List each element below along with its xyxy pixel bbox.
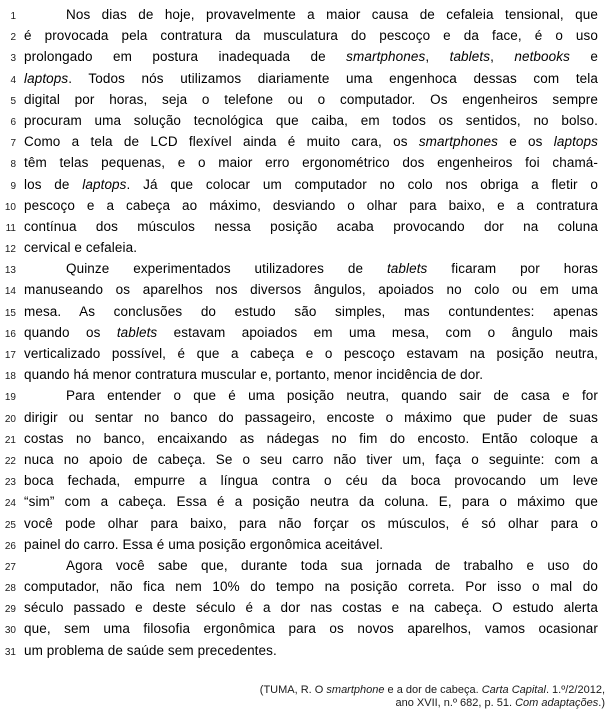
citation-line-2 (0, 697, 605, 710)
text-line-16 (0, 322, 613, 343)
text-line-20 (0, 407, 613, 428)
line-number: 16 (4, 328, 16, 340)
line-text (24, 640, 598, 661)
text-segment: , (425, 49, 450, 65)
line-text (24, 513, 598, 534)
text-segment: digital por horas, seja o telefone ou o computador. Os engenheiros sempre (24, 91, 598, 107)
text-line-1 (0, 4, 613, 25)
line-text (24, 322, 598, 343)
text-line-30 (0, 618, 613, 639)
text-segment: . Todos nós utilizamos diariamente uma engenhoca dessas com tela (68, 70, 598, 86)
text-segment: prolongado em postura inadequada de (24, 49, 347, 65)
line-text (24, 618, 598, 639)
text-line-19 (0, 385, 613, 406)
text-segment: um problema de saúde sem precedentes. (24, 642, 277, 658)
line-number: 8 (10, 159, 16, 171)
line-number: 26 (4, 540, 16, 552)
line-text (24, 4, 598, 25)
text-line-28 (0, 576, 613, 597)
text-line-3 (0, 46, 613, 67)
line-text (24, 46, 598, 67)
line-text (24, 279, 598, 300)
line-text (24, 449, 598, 470)
line-number: 22 (4, 455, 16, 467)
text-line-11 (0, 216, 613, 237)
line-text (24, 428, 598, 449)
text-segment: e (569, 49, 598, 65)
line-text (24, 301, 598, 322)
text-segment: Agora você sabe que, durante toda sua jornada de trabalho e uso do (66, 557, 598, 573)
text-segment: costas no banco, encaixando as nádegas no fim do encosto. Então coloque a (24, 430, 598, 446)
text-line-13 (0, 258, 613, 279)
text-segment: .) (598, 696, 605, 709)
text-segment: que, sem uma filosofia ergonômica para os novos aparelhos, vamos ocasionar (24, 621, 598, 637)
text-segment: los de (24, 176, 83, 192)
text-line-10 (0, 195, 613, 216)
text-line-25 (0, 513, 613, 534)
line-text (24, 152, 598, 173)
citation-line-1 (0, 684, 605, 697)
line-text (24, 470, 598, 491)
italic-text-segment: tablets (386, 261, 428, 277)
italic-text-segment: smartphone (326, 683, 385, 696)
text-line-4 (0, 68, 613, 89)
text-line-31 (0, 640, 613, 661)
text-segment: manuseando os aparelhos nos diversos ângulos, apoiados no colo ou em uma (24, 282, 598, 298)
text-segment: Quinze experimentados utilizadores de (66, 261, 387, 277)
line-text (24, 216, 598, 237)
text-segment: cervical e cefaleia. (24, 240, 138, 256)
text-segment: Nos dias de hoje, provavelmente a maior causa de cefaleia tensional, que (66, 7, 598, 22)
text-segment: estavam apoiados em uma mesa, com o ângulo mais (157, 324, 598, 340)
italic-text-segment: netbooks (514, 49, 570, 65)
line-text (24, 364, 598, 385)
line-number: 17 (4, 350, 16, 361)
line-number: 18 (4, 371, 16, 383)
text-segment: ano XVII, n.º 682, p. 51. (395, 696, 516, 709)
line-text (24, 131, 598, 152)
line-text (24, 195, 598, 216)
text-segment: Para entender o que é uma posição neutra, quando sair de casa e for (66, 388, 598, 404)
line-number: 15 (4, 307, 16, 319)
line-number: 3 (10, 53, 16, 65)
text-line-17 (0, 343, 613, 364)
text-segment: procuram uma solução tecnológica que caiba, em todos os sentidos, no bolso. (24, 112, 598, 128)
text-segment: . 1.º/2/2012, (545, 683, 605, 696)
line-text (24, 89, 598, 110)
text-line-7 (0, 131, 613, 152)
text-segment: verticalizado possível, é que a cabeça e o pescoço estavam na posição neutra, (24, 346, 598, 361)
text-passage (0, 4, 613, 661)
italic-text-segment: tablets (449, 49, 491, 65)
line-text (24, 534, 598, 555)
text-segment: computador, não fica nem 10% do tempo na posição correta. Por isso o mal do (24, 579, 598, 595)
line-number: 6 (10, 116, 16, 128)
text-segment: e a dor de cabeça. (384, 683, 482, 696)
line-number: 20 (4, 413, 16, 425)
text-line-12 (0, 237, 613, 258)
line-number: 31 (4, 646, 16, 658)
text-segment: dirigir ou sentar no banco do passageiro, encoste o máximo que puder de suas (24, 409, 598, 425)
text-line-29 (0, 597, 613, 618)
text-segment: pescoço e a cabeça ao máximo, desviando o olhar para baixo, e a contratura (24, 197, 598, 213)
line-number: 1 (10, 11, 16, 22)
line-number: 21 (4, 434, 16, 446)
line-number: 19 (4, 392, 16, 404)
line-text (24, 25, 598, 46)
line-text (24, 237, 598, 258)
text-segment: contínua dos músculos nessa posição acaba provocando dor na coluna (24, 218, 598, 234)
citation (0, 684, 613, 710)
line-text (24, 407, 598, 428)
line-text (24, 555, 598, 576)
line-number: 14 (4, 286, 16, 298)
text-line-5 (0, 89, 613, 110)
line-number: 24 (4, 498, 16, 510)
line-number: 7 (10, 138, 16, 150)
italic-text-segment: Com adaptações (515, 696, 599, 709)
text-segment: Como a tela de LCD flexível ainda é muito cara, os (24, 134, 419, 150)
text-segment: . Já que colocar um computador no colo nos obriga a fletir o (126, 176, 598, 192)
text-line-15 (0, 301, 613, 322)
text-line-23 (0, 470, 613, 491)
line-number: 28 (4, 583, 16, 595)
line-text (24, 597, 598, 618)
text-line-8 (0, 152, 613, 173)
text-line-18 (0, 364, 613, 385)
text-segment: você pode olhar para baixo, para não forçar os músculos, é só olhar para o (24, 515, 598, 531)
text-segment: é provocada pela contratura da musculatura do pescoço e da face, é o uso (24, 28, 598, 44)
italic-text-segment: laptops (553, 134, 598, 150)
line-text (24, 110, 598, 131)
line-number: 12 (4, 244, 16, 256)
text-line-6 (0, 110, 613, 131)
line-text (24, 68, 598, 89)
text-segment: ficaram por horas (427, 261, 599, 277)
text-segment: (TUMA, R. O (259, 683, 327, 696)
line-text (24, 343, 598, 364)
italic-text-segment: smartphones (418, 134, 498, 150)
line-text (24, 491, 598, 512)
text-segment: têm telas pequenas, e o maior erro ergonométrico dos engenheiros foi chamá- (24, 155, 598, 171)
line-text (24, 174, 598, 195)
line-number: 27 (4, 561, 16, 573)
line-number: 5 (10, 95, 16, 107)
line-number: 29 (4, 604, 16, 616)
line-text (24, 258, 598, 279)
line-number: 23 (4, 477, 16, 489)
line-number: 9 (10, 180, 16, 192)
text-segment: nuca no apoio de cabeça. Se o seu carro não tiver um, faça o seguinte: com a (24, 451, 598, 467)
text-line-22 (0, 449, 613, 470)
text-segment: século passado e deste século é a dor nas costas e na cabeça. O estudo alerta (24, 600, 598, 616)
text-line-26 (0, 534, 613, 555)
line-text (24, 576, 598, 597)
line-number: 30 (4, 625, 16, 637)
text-segment: e os (497, 134, 554, 150)
italic-text-segment: Carta Capital (481, 683, 546, 696)
text-segment: mesa. As conclusões do estudo são simples, mas contundentes: apenas (24, 303, 598, 319)
line-number: 13 (4, 265, 16, 277)
line-number: 25 (4, 519, 16, 531)
line-number: 10 (4, 201, 16, 213)
text-segment: , (490, 49, 515, 65)
text-line-27 (0, 555, 613, 576)
text-segment: painel do carro. Essa é uma posição ergonômica aceitável. (24, 536, 384, 552)
text-line-14 (0, 279, 613, 300)
text-segment: boca fechada, empurre a língua contra o céu da boca provocando um leve (24, 473, 598, 489)
italic-text-segment: laptops (82, 176, 127, 192)
line-number: 4 (10, 74, 16, 86)
text-line-24 (0, 491, 613, 512)
line-text (24, 385, 598, 406)
italic-text-segment: laptops (24, 70, 69, 86)
text-line-21 (0, 428, 613, 449)
text-segment: “sim” com a cabeça. Essa é a posição neutra da coluna. E, para o máximo que (24, 494, 598, 510)
text-segment: quando há menor contratura muscular e, portanto, menor incidência de dor. (24, 367, 484, 383)
text-segment: quando os (24, 324, 117, 340)
line-number: 11 (5, 222, 16, 234)
text-line-9 (0, 174, 613, 195)
text-line-2 (0, 25, 613, 46)
line-number: 2 (10, 32, 16, 44)
italic-text-segment: tablets (116, 324, 158, 340)
italic-text-segment: smartphones (346, 49, 426, 65)
